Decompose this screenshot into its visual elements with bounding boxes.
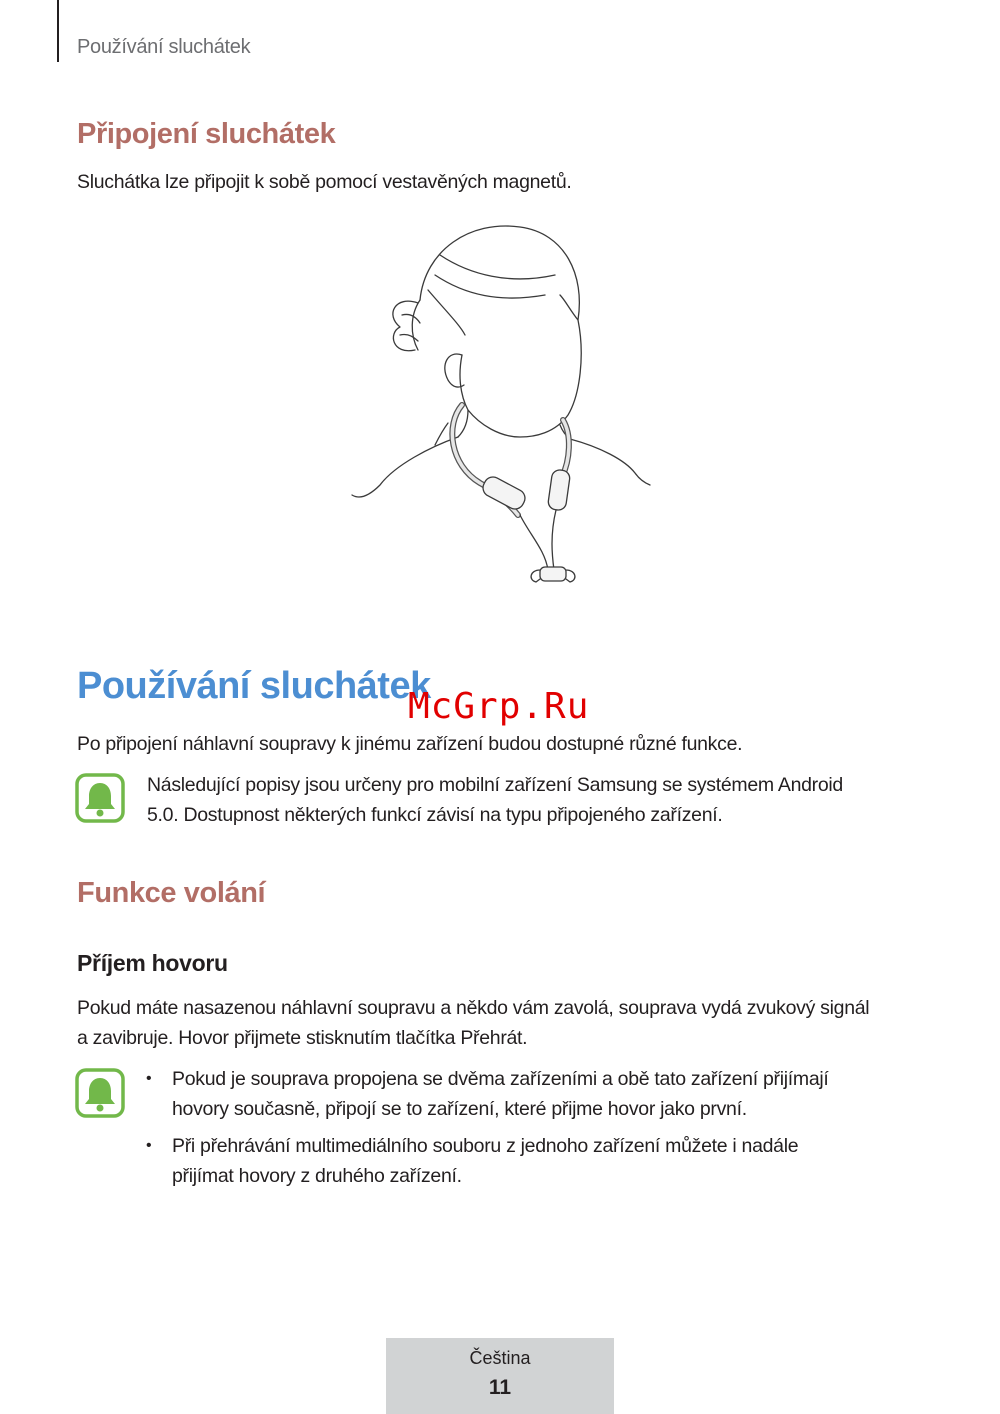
bullet-line: Pokud je souprava propojena se dvěma zařízeními a obě tato zařízení přijímají: [172, 1068, 829, 1090]
headset-wearing-illustration: [340, 215, 660, 595]
note-bell-icon: [75, 773, 125, 823]
earbuds-joined: [540, 567, 566, 581]
neckband-housing-right: [547, 469, 570, 511]
neckband-housing-left: [480, 474, 528, 512]
header-rule: [57, 0, 59, 62]
section-heading-connect: Připojení sluchátek: [77, 118, 336, 150]
section-connect-text: Sluchátka lze připojit k sobě pomocí vestavěných magnetů.: [77, 171, 572, 193]
section-usage-intro: Po připojení náhlavní soupravy k jinému zařízení budou dostupné různé funkce.: [77, 733, 743, 755]
watermark: McGrp.Ru: [408, 686, 590, 727]
bullet-icon: •: [146, 1137, 152, 1154]
footer-language: Čeština: [469, 1348, 531, 1368]
note-bell-icon: [75, 1068, 125, 1118]
page-number: 11: [488, 1376, 512, 1399]
calls-text-line1: Pokud máte nasazenou náhlavní soupravu a někdo vám zavolá, souprava vydá zvukový signál: [77, 997, 870, 1019]
section-heading-usage: Používání sluchátek: [77, 665, 431, 707]
calls-text-line2: a zavibruje. Hovor přijmete stisknutím tlačítka Přehrát.: [77, 1027, 528, 1049]
bullet-line: Při přehrávání multimediálního souboru z jednoho zařízení můžete i nadále: [172, 1135, 799, 1157]
note-usage-line1: Následující popisy jsou určeny pro mobilní zařízení Samsung se systémem Android: [147, 774, 843, 796]
list-item: [146, 1131, 906, 1191]
bullet-line: hovory současně, připojí se to zařízení, které přijme hovor jako první.: [172, 1098, 747, 1120]
hair-outline: [420, 226, 579, 320]
note-usage-line2: 5.0. Dostupnost některých funkcí závisí na typu připojeného zařízení.: [147, 804, 723, 826]
bullet-line: přijímat hovory z druhého zařízení.: [172, 1165, 462, 1187]
right-shoulder: [570, 439, 650, 485]
list-item: [146, 1064, 906, 1124]
running-header: Používání sluchátek: [77, 36, 251, 58]
subheading-answer-call: Příjem hovoru: [77, 950, 228, 976]
calls-note-list: [146, 1064, 906, 1198]
cable-left: [520, 515, 548, 570]
hair-bun: [393, 301, 418, 351]
section-heading-calls: Funkce volání: [77, 877, 266, 909]
left-shoulder: [352, 437, 458, 497]
bullet-icon: •: [146, 1070, 152, 1087]
cable-right: [552, 510, 556, 570]
